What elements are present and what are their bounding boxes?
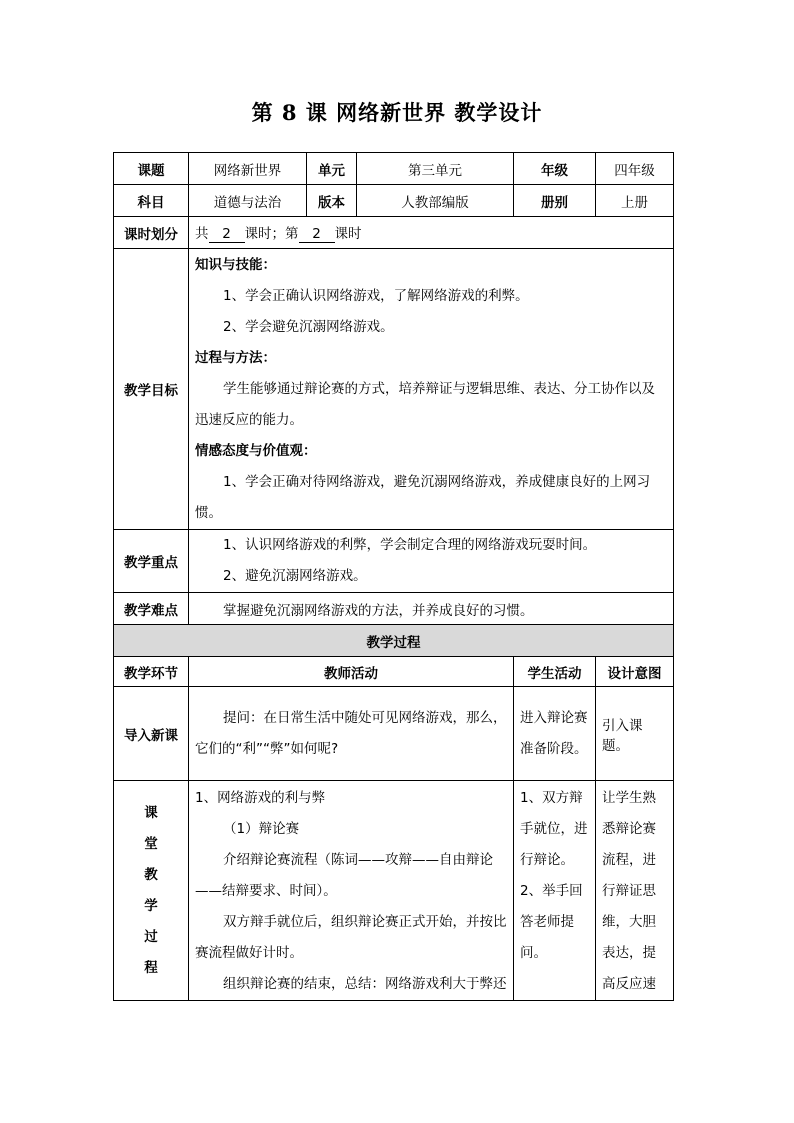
student-line-2: 2、举手回答老师提问。 — [520, 883, 583, 961]
hours-current: 2 — [299, 227, 335, 243]
classroom-teacher — [189, 781, 514, 1001]
unit-value: 第三单元 — [357, 153, 514, 185]
edition-value: 人教部编版 — [357, 185, 514, 217]
hours-mid: 课时；第 — [244, 226, 299, 242]
teacher-line-4: 双方辩手就位后，组织辩论赛正式开始，并按比赛流程做好计时。 — [195, 914, 507, 961]
intro-student: 进入辩论赛准备阶段。 — [514, 687, 596, 781]
lesson-plan-table — [113, 152, 674, 1001]
knowledge-item-1: 1、学会正确认识网络游戏，了解网络游戏的利弊。 — [223, 287, 529, 304]
stage-char: 学 — [144, 897, 158, 914]
hours-total: 2 — [209, 227, 245, 243]
intro-intent: 引入课题。 — [596, 687, 674, 781]
intro-row — [114, 687, 674, 781]
process-section-row — [114, 625, 674, 657]
col-intent: 设计意图 — [596, 657, 674, 687]
volume-value: 上册 — [596, 185, 674, 217]
volume-label: 册别 — [514, 185, 596, 217]
subject-value: 道德与法治 — [189, 185, 307, 217]
difficulties-row — [114, 593, 674, 625]
info-row-1 — [114, 153, 674, 185]
classroom-student — [514, 781, 596, 1001]
stage-char: 课 — [144, 804, 158, 821]
col-student: 学生活动 — [514, 657, 596, 687]
hours-prefix: 共 — [195, 226, 209, 242]
emotion-text: 1、学会正确对待网络游戏，避免沉溺网络游戏，养成健康良好的上网习惯。 — [195, 473, 651, 521]
key-point-2: 2、避免沉溺网络游戏。 — [223, 568, 367, 584]
stage-char: 堂 — [144, 835, 158, 852]
subject-label: 科目 — [114, 185, 189, 217]
hours-row — [114, 217, 674, 249]
key-points-content — [189, 530, 674, 593]
key-points-label: 教学重点 — [114, 530, 189, 593]
unit-label: 单元 — [307, 153, 357, 185]
key-point-1: 1、认识网络游戏的利弊，学会制定合理的网络游戏玩耍时间。 — [223, 537, 597, 553]
stage-char: 教 — [144, 866, 158, 883]
classroom-row — [114, 781, 674, 1001]
teacher-line-1: 1、网络游戏的利与弊 — [195, 790, 326, 806]
difficulties-label: 教学难点 — [114, 593, 189, 625]
hours-suffix: 课时 — [334, 226, 362, 242]
edition-label: 版本 — [307, 185, 357, 217]
knowledge-item-2: 2、学会避免沉溺网络游戏。 — [223, 318, 394, 335]
teacher-line-2: （1）辩论赛 — [223, 821, 300, 837]
hours-value — [189, 217, 674, 249]
goals-row — [114, 249, 674, 530]
col-teacher: 教师活动 — [189, 657, 514, 687]
intro-teacher: 提问：在日常生活中随处可见网络游戏，那么，它们的“利”“弊”如何呢? — [189, 687, 514, 781]
key-points-row — [114, 530, 674, 593]
grade-label: 年级 — [514, 153, 596, 185]
emotion-title: 情感态度与价值观： — [195, 442, 317, 459]
process-title: 过程与方法： — [195, 349, 276, 366]
info-row-2 — [114, 185, 674, 217]
knowledge-title: 知识与技能： — [195, 256, 276, 273]
teacher-line-3: 介绍辩论赛流程（陈词——攻辩——自由辩论——结辩要求、时间）。 — [195, 852, 493, 899]
process-header-row — [114, 657, 674, 687]
difficulties-text: 掌握避免沉溺网络游戏的方法，并养成良好的习惯。 — [189, 593, 674, 625]
col-stage: 教学环节 — [114, 657, 189, 687]
teacher-line-5: 组织辩论赛的结束，总结：网络游戏利大于弊还 — [223, 976, 507, 992]
classroom-intent: 让学生熟悉辩论赛流程，进行辩证思维，大胆表达，提高反应速 — [596, 781, 674, 1001]
stage-char: 过 — [144, 928, 158, 945]
process-text: 学生能够通过辩论赛的方式，培养辩证与逻辑思维、表达、分工协作以及迅速反应的能力。 — [195, 380, 655, 428]
course-label: 课题 — [114, 153, 189, 185]
intro-stage: 导入新课 — [114, 687, 189, 781]
goals-label: 教学目标 — [114, 249, 189, 530]
grade-value: 四年级 — [596, 153, 674, 185]
stage-char: 程 — [144, 959, 158, 976]
process-section-title: 教学过程 — [114, 625, 674, 657]
hours-label: 课时划分 — [114, 217, 189, 249]
goals-content — [189, 249, 674, 530]
classroom-stage — [114, 781, 189, 1001]
course-value: 网络新世界 — [189, 153, 307, 185]
page-title: 第 8 课 网络新世界 教学设计 — [251, 100, 543, 125]
student-line-1: 1、双方辩手就位，进行辩论。 — [520, 790, 588, 868]
